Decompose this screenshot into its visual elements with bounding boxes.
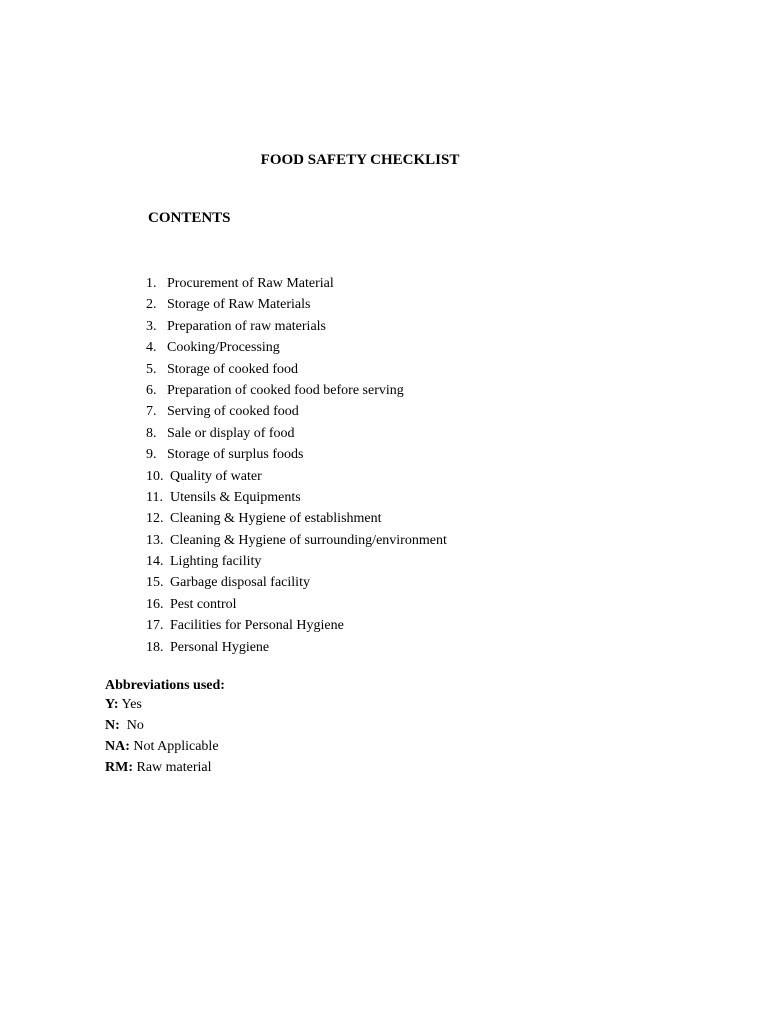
contents-heading: CONTENTS bbox=[148, 210, 231, 226]
list-item-label: Sale or display of food bbox=[167, 425, 295, 441]
list-item bbox=[146, 594, 447, 615]
list-item bbox=[146, 551, 447, 572]
list-item-label: Quality of water bbox=[170, 468, 262, 484]
list-item bbox=[146, 423, 447, 444]
abbreviation-value: Not Applicable bbox=[133, 739, 219, 754]
list-item-label: Lighting facility bbox=[170, 554, 262, 570]
list-item-number: 4. bbox=[146, 340, 157, 356]
list-item-label: Preparation of cooked food before serving bbox=[167, 382, 404, 398]
abbreviation-item bbox=[105, 737, 225, 757]
list-item-label: Cleaning & Hygiene of establishment bbox=[170, 511, 382, 527]
list-item bbox=[146, 294, 447, 315]
list-item-label: Garbage disposal facility bbox=[170, 575, 310, 591]
abbreviations-heading: Abbreviations used: bbox=[105, 678, 225, 693]
abbreviations-section bbox=[105, 676, 225, 778]
abbreviation-value: No bbox=[123, 718, 144, 733]
list-item-number: 12. bbox=[146, 511, 164, 527]
list-item-number: 2. bbox=[146, 297, 157, 313]
abbreviation-value: Raw material bbox=[136, 760, 212, 775]
abbreviation-value: Yes bbox=[121, 697, 142, 712]
list-item-number: 9. bbox=[146, 447, 157, 463]
list-item-label: Serving of cooked food bbox=[167, 404, 299, 420]
list-item-label: Pest control bbox=[170, 596, 237, 612]
list-item bbox=[146, 508, 447, 529]
list-item-number: 14. bbox=[146, 554, 164, 570]
list-item-label: Cooking/Processing bbox=[167, 340, 280, 356]
list-item-label: Storage of Raw Materials bbox=[167, 297, 311, 313]
abbreviation-key: NA: bbox=[105, 739, 130, 754]
abbreviation-key: RM: bbox=[105, 760, 133, 775]
list-item-number: 8. bbox=[146, 425, 157, 441]
list-item bbox=[146, 572, 447, 593]
list-item-label: Storage of surplus foods bbox=[167, 447, 304, 463]
contents-list bbox=[146, 273, 447, 658]
abbreviation-key: Y: bbox=[105, 697, 119, 712]
abbreviation-item bbox=[105, 716, 225, 736]
list-item-label: Utensils & Equipments bbox=[170, 489, 301, 505]
list-item bbox=[146, 316, 447, 337]
list-item-number: 11. bbox=[146, 489, 163, 505]
list-item-label: Preparation of raw materials bbox=[167, 318, 326, 334]
list-item-number: 16. bbox=[146, 596, 164, 612]
list-item-number: 3. bbox=[146, 318, 157, 334]
list-item bbox=[146, 530, 447, 551]
list-item-number: 6. bbox=[146, 382, 157, 398]
list-item-number: 15. bbox=[146, 575, 164, 591]
list-item bbox=[146, 487, 447, 508]
list-item-number: 7. bbox=[146, 404, 157, 420]
list-item bbox=[146, 466, 447, 487]
list-item-number: 5. bbox=[146, 361, 157, 377]
list-item-label: Cleaning & Hygiene of surrounding/environment bbox=[170, 532, 447, 548]
list-item-number: 10. bbox=[146, 468, 164, 484]
list-item-label: Facilities for Personal Hygiene bbox=[170, 618, 344, 634]
list-item bbox=[146, 359, 447, 380]
abbreviation-key: N: bbox=[105, 718, 120, 733]
list-item bbox=[146, 337, 447, 358]
abbreviation-item bbox=[105, 695, 225, 715]
abbreviation-item bbox=[105, 758, 225, 778]
list-item bbox=[146, 380, 447, 401]
list-item bbox=[146, 637, 447, 658]
list-item-label: Personal Hygiene bbox=[170, 639, 270, 655]
list-item-label: Procurement of Raw Material bbox=[167, 276, 334, 291]
document-title: FOOD SAFETY CHECKLIST bbox=[260, 152, 460, 168]
list-item bbox=[146, 273, 447, 294]
list-item bbox=[146, 615, 447, 636]
list-item-label: Storage of cooked food bbox=[167, 361, 299, 377]
list-item-number: 13. bbox=[146, 532, 164, 548]
list-item-number: 17. bbox=[146, 618, 164, 634]
list-item-number: 18. bbox=[146, 639, 164, 655]
list-item bbox=[146, 401, 447, 422]
list-item-number: 1. bbox=[146, 276, 157, 291]
list-item bbox=[146, 444, 447, 465]
